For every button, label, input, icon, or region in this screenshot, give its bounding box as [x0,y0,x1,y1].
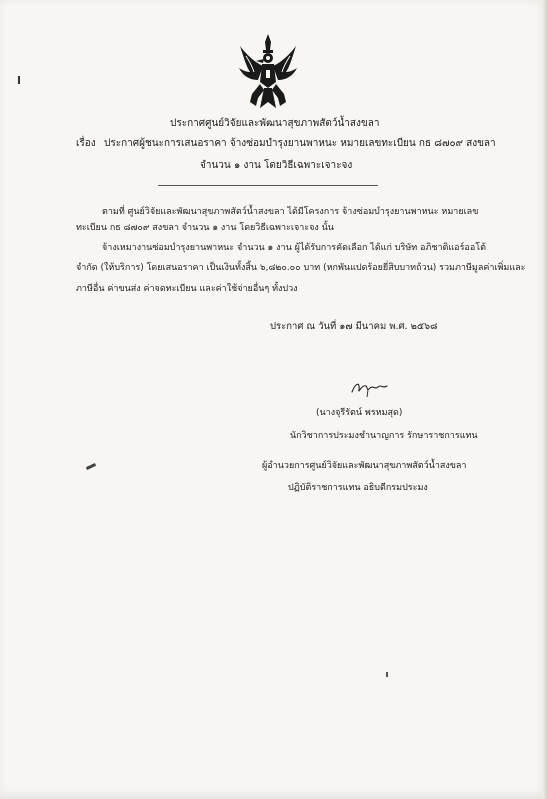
subject-text: ประกาศผู้ชนะการเสนอราคา จ้างซ่อมบำรุงยานพาหนะ หมายเลขทะเบียน กธ ๘๗๐๙ สงขลา [104,138,496,149]
subject-label: เรื่อง [76,138,96,149]
stray-mark [86,463,96,470]
signatory-position1: นักวิชาการประมงชำนาญการ รักษาราชการแทน [290,431,478,441]
paragraph1-line2: ทะเบียน กธ ๘๗๐๙ สงขลา จำนวน ๑ งาน โดยวิธีเฉพาะเจาะจง นั้น [76,223,334,233]
subject-text-line2: จำนวน ๑ งาน โดยวิธีเฉพาะเจาะจง [200,160,353,171]
stray-mark [18,76,20,84]
announcement-title: ประกาศศูนย์วิจัยและพัฒนาสุขภาพสัตว์น้ำสงขลา [170,118,380,129]
garuda-emblem [236,32,300,112]
paragraph2-line1: จ้างเหมางานซ่อมบำรุงยานพาหนะ จำนวน ๑ งาน ผู้ได้รับการคัดเลือก ได้แก่ บริษัท อภิชาติแอร์ออโต้ [102,243,486,253]
announcement-date: ประกาศ ณ วันที่ ๑๗ มีนาคม พ.ศ. ๒๕๖๘ [270,321,438,332]
page-edge-shadow [542,0,548,799]
divider [158,185,378,186]
signatory-position2: ผู้อำนวยการศูนย์วิจัยและพัฒนาสุขภาพสัตว์น้ำสงขลา [262,461,467,471]
handwritten-signature [350,378,390,398]
signatory-position3: ปฏิบัติราชการแทน อธิบดีกรมประมง [288,483,428,493]
paragraph1-line1: ตามที่ ศูนย์วิจัยและพัฒนาสุขภาพสัตว์น้ำสงขลา ได้มีโครงการ จ้างซ่อมบำรุงยานพาหนะ หมายเลข [102,207,479,217]
paragraph2-line2: จำกัด (ให้บริการ) โดยเสนอราคา เป็นเงินทั้งสิ้น ๖,๘๒๐.๐๐ บาท (หกพันแปดร้อยยี่สิบบาทถ้วน) รวมภาษีมูลค่าเพิ่มและ [76,263,526,273]
paragraph2-line3: ภาษีอื่น ค่าขนส่ง ค่าจดทะเบียน และค่าใช้จ่ายอื่นๆ ทั้งปวง [76,284,298,294]
signatory-name: (นางจุรีรัตน์ พรหมสุด) [316,408,403,418]
stray-mark [386,672,388,677]
